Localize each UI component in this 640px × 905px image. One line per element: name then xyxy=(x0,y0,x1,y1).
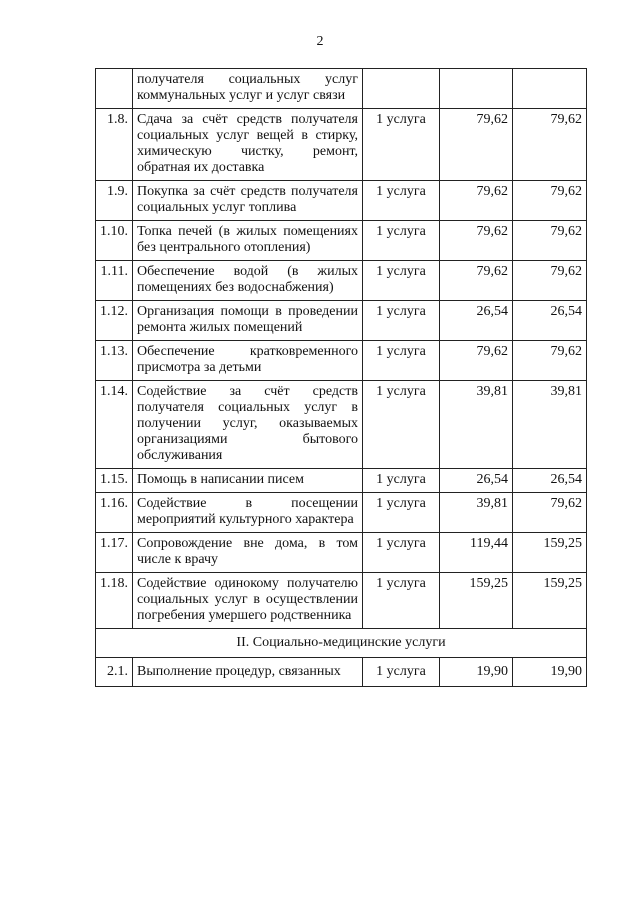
row-value-2: 79,62 xyxy=(513,221,587,261)
services-table xyxy=(95,68,587,687)
row-description: Содействие в посещении мероприятий культурного характера xyxy=(133,493,363,533)
row-unit: 1 услуга xyxy=(363,573,440,629)
row-unit: 1 услуга xyxy=(363,341,440,381)
row-unit: 1 услуга xyxy=(363,658,440,687)
table-row-continuation xyxy=(96,69,587,109)
row-value-1: 79,62 xyxy=(440,221,513,261)
row-value-1: 79,62 xyxy=(440,341,513,381)
row-unit: 1 услуга xyxy=(363,469,440,493)
row-description: Покупка за счёт средств получателя социальных услуг топлива xyxy=(133,181,363,221)
row-description: Сдача за счёт средств получателя социальных услуг вещей в стирку, химическую чистку, ремонт, обратная их доставка xyxy=(133,109,363,181)
row-unit: 1 услуга xyxy=(363,181,440,221)
row-unit: 1 услуга xyxy=(363,109,440,181)
row-value-1: 39,81 xyxy=(440,381,513,469)
row-description: Содействие одинокому получателю социальных услуг в осуществлении погребения умершего родственника xyxy=(133,573,363,629)
row-value-1: 119,44 xyxy=(440,533,513,573)
row-description: Содействие за счёт средств получателя социальных услуг в получении услуг, оказываемых организациями бытового обслуживания xyxy=(133,381,363,469)
table-row xyxy=(96,301,587,341)
table-row xyxy=(96,109,587,181)
row-value-2: 159,25 xyxy=(513,533,587,573)
row-value-2: 79,62 xyxy=(513,109,587,181)
row-number: 1.10. xyxy=(96,221,133,261)
row-value-1: 79,62 xyxy=(440,109,513,181)
table-row xyxy=(96,341,587,381)
row-number-cell xyxy=(96,69,133,109)
table-row xyxy=(96,469,587,493)
table-row xyxy=(96,381,587,469)
row-unit: 1 услуга xyxy=(363,301,440,341)
row-description: Организация помощи в проведении ремонта жилых помещений xyxy=(133,301,363,341)
row-value-1: 19,90 xyxy=(440,658,513,687)
row-description: Обеспечение водой (в жилых помещениях без водоснабжения) xyxy=(133,261,363,301)
row-value-1: 26,54 xyxy=(440,469,513,493)
row-value-2: 26,54 xyxy=(513,301,587,341)
row-value-1-cell xyxy=(440,69,513,109)
row-value-1: 39,81 xyxy=(440,493,513,533)
row-description: Сопровождение вне дома, в том числе к врачу xyxy=(133,533,363,573)
row-number: 1.18. xyxy=(96,573,133,629)
section-title: II. Социально-медицинские услуги xyxy=(96,629,587,658)
row-value-1: 79,62 xyxy=(440,261,513,301)
row-unit: 1 услуга xyxy=(363,493,440,533)
row-description: Топка печей (в жилых помещениях без центрального отопления) xyxy=(133,221,363,261)
row-unit: 1 услуга xyxy=(363,533,440,573)
row-number: 1.17. xyxy=(96,533,133,573)
row-number: 1.12. xyxy=(96,301,133,341)
table-row xyxy=(96,573,587,629)
table-row xyxy=(96,181,587,221)
row-number: 1.14. xyxy=(96,381,133,469)
section-header-row xyxy=(96,629,587,658)
row-unit: 1 услуга xyxy=(363,261,440,301)
row-unit-cell xyxy=(363,69,440,109)
row-value-1: 159,25 xyxy=(440,573,513,629)
row-value-2: 79,62 xyxy=(513,181,587,221)
row-value-2: 26,54 xyxy=(513,469,587,493)
row-value-2-cell xyxy=(513,69,587,109)
row-description: Обеспечение кратковременного присмотра за детьми xyxy=(133,341,363,381)
row-number: 1.9. xyxy=(96,181,133,221)
page-number: 2 xyxy=(316,34,324,49)
row-number: 1.13. xyxy=(96,341,133,381)
row-number: 1.11. xyxy=(96,261,133,301)
row-number: 1.8. xyxy=(96,109,133,181)
row-number: 1.16. xyxy=(96,493,133,533)
row-value-2: 39,81 xyxy=(513,381,587,469)
row-unit: 1 услуга xyxy=(363,221,440,261)
table-row xyxy=(96,493,587,533)
row-description: получателя социальных услуг коммунальных услуг и услуг связи xyxy=(133,69,363,109)
row-description: Помощь в написании писем xyxy=(133,469,363,493)
row-value-2: 79,62 xyxy=(513,261,587,301)
table-row xyxy=(96,221,587,261)
row-unit: 1 услуга xyxy=(363,381,440,469)
table-row xyxy=(96,533,587,573)
row-number: 1.15. xyxy=(96,469,133,493)
row-value-2: 79,62 xyxy=(513,341,587,381)
row-value-1: 79,62 xyxy=(440,181,513,221)
row-number: 2.1. xyxy=(96,658,133,687)
table-row xyxy=(96,658,587,687)
row-value-2: 19,90 xyxy=(513,658,587,687)
table-row xyxy=(96,261,587,301)
row-description: Выполнение процедур, связанных xyxy=(133,658,363,687)
row-value-2: 159,25 xyxy=(513,573,587,629)
row-value-2: 79,62 xyxy=(513,493,587,533)
row-value-1: 26,54 xyxy=(440,301,513,341)
